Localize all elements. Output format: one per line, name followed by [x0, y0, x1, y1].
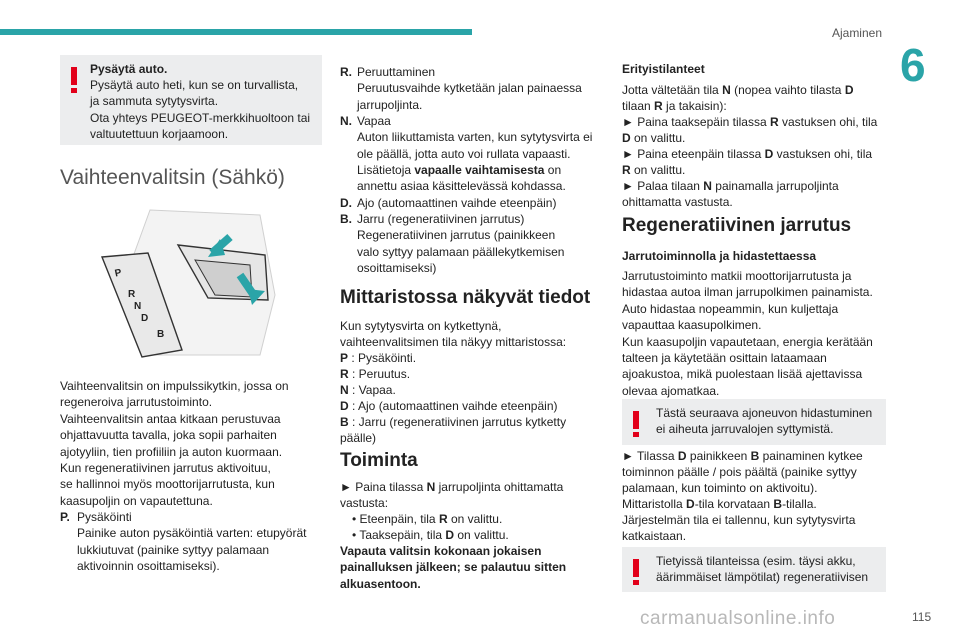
value: : Peruutus.	[348, 367, 411, 381]
text-bold: B	[750, 449, 760, 463]
text-bold: R	[769, 115, 779, 129]
text: Jotta vältetään tila	[622, 83, 723, 97]
regen-text: Jarrutustoiminto matkii moottorijarrutusta ja hidastaa autoa ilman jarrupolkimen painamista. Auto hidastaa nopeammin, kun kuljettaja vapauttaa kaasupolkimen. Kun kaasupoljin vapautetaan, energia kerätään talteen ja käytetään osittain lataamaan ajoakustoa, mikä puolestaan lisää ajettavissa olevaa ajomatkaa.	[622, 269, 873, 398]
warning-text: Tietyissä tilanteissa (esim. täysi akku, äärimmäiset lämpötilat) regeneratiivisen	[656, 554, 869, 585]
text: ja takaisin):	[662, 99, 727, 113]
regen-display-line	[622, 496, 817, 512]
page-number: 115	[912, 610, 932, 624]
def-term: B.	[340, 212, 352, 226]
warning-icon	[632, 559, 640, 585]
def-text: Jarru (regeneratiivinen jarrutus) Regeneratiivinen jarrutus (painikkeen valo syttyy palamaan päällekytkemisen osoittamiseksi)	[357, 212, 565, 276]
operation-heading: Toiminta	[340, 450, 418, 471]
def-term: N.	[340, 114, 352, 128]
key: R	[340, 367, 349, 381]
chapter-number: 6	[900, 39, 926, 91]
warning-body	[68, 61, 318, 77]
regen-heading: Regeneratiivinen jarrutus	[622, 215, 852, 236]
def-term: P.	[60, 510, 70, 524]
text: ► Paina tilassa	[340, 480, 427, 494]
operation-bullet-2	[352, 527, 509, 543]
selector-letter-n: N	[134, 301, 142, 312]
display-item-r	[340, 366, 410, 382]
warning-title: Pysäytä auto.	[90, 62, 168, 76]
text: • Taaksepäin, tila	[352, 528, 446, 542]
selector-letter-r: R	[128, 289, 136, 300]
display-item-b	[340, 414, 566, 430]
text: jarrupoljinta ohittamatta	[435, 480, 564, 494]
text-bold: B	[773, 497, 783, 511]
text-bold: D	[445, 528, 455, 542]
key: D	[340, 399, 349, 413]
operation-step	[340, 479, 563, 495]
text: painikkeen	[686, 449, 751, 463]
def-n-more-2: annettu asiaa käsittelevässä kohdassa.	[357, 179, 566, 193]
text-bold: R	[654, 99, 663, 113]
special-line-8: ohittamatta vastusta.	[622, 195, 733, 209]
operation-note: Vapauta valitsin kokonaan jokaisen painalluksen jälkeen; se palautuu sitten alkuasentoon.	[340, 544, 567, 591]
text: painaminen kytkee	[759, 449, 863, 463]
def-text: Pysäköinti Painike auton pysäköintiä varten: etupyörät lukkiutuvat (painike syttyy palamaan aktivoinnin osoittamiseksi).	[77, 510, 307, 574]
text: • Eteenpäin, tila	[352, 512, 439, 526]
regen-state-text: Järjestelmän tila ei tallennu, kun sytytysvirta katkaistaan.	[622, 513, 856, 544]
display-item-p	[340, 350, 416, 366]
def-term: R.	[340, 65, 352, 79]
def-n-more	[357, 162, 561, 178]
display-heading: Mittaristossa näkyvät tiedot	[340, 287, 591, 308]
regen-toggle-cont: toiminnon päälle / pois päältä (painike syttyy palamaan, kun toiminto on aktivoitu).	[622, 465, 857, 496]
key: P	[340, 351, 349, 365]
selector-letter-b: B	[157, 329, 165, 340]
special-line-1	[622, 82, 853, 98]
text: Lisätietoja	[357, 163, 415, 177]
text: on valittu.	[630, 131, 686, 145]
operation-step-cont: vastusta:	[340, 496, 389, 510]
text: Mittaristolla	[622, 497, 687, 511]
display-intro: Kun sytytysvirta on kytkettynä, vaihteenvalitsimen tila näkyy mittaristossa:	[340, 319, 567, 350]
display-item-b-cont: päälle)	[340, 431, 377, 445]
stop-warning-box	[60, 55, 322, 145]
text: vastuksen ohi, tila	[773, 147, 873, 161]
special-line-5	[622, 146, 872, 162]
watermark: carmanualsonline.info	[640, 608, 836, 629]
special-line-3	[622, 114, 877, 130]
text: ► Paina taaksepäin tilassa	[622, 115, 770, 129]
warning-icon	[632, 411, 640, 437]
special-line-4	[622, 130, 685, 146]
text-bold: N	[703, 179, 712, 193]
display-item-d	[340, 398, 557, 414]
text-bold: D	[677, 449, 687, 463]
text: ► Paina eteenpäin tilassa	[622, 147, 765, 161]
brake-light-warning-box	[622, 399, 886, 445]
def-term: D.	[340, 196, 352, 210]
selector-letter-d: D	[141, 313, 149, 324]
text: ► Tilassa	[622, 449, 678, 463]
gear-selector-heading: Vaihteenvalitsin (Sähkö)	[60, 166, 285, 189]
def-text: Ajo (automaattinen vaihde eteenpäin)	[357, 196, 557, 210]
text: painamalla jarrupoljinta	[711, 179, 839, 193]
def-text: Vapaa Auton liikuttamista varten, kun sytytysvirta ei ole päällä, jotta auto voi rullata vapaasti.	[357, 114, 593, 161]
text: on valittu.	[454, 528, 509, 542]
text-bold: N	[426, 480, 436, 494]
special-line-6	[622, 162, 685, 178]
gear-selector-intro: Vaihteenvalitsin on impulssikytkin, jossa on regeneroiva jarrutustoiminto. Vaihteenvalitsin antaa kitkaan perustuvaa ohjattavuutta tavalla, joka sopii parhaiten ajotyyliin, tien profiiliin ja auton kuormaan. Kun regeneratiivinen jarrutus aktivoituu, se hallinnoi myös moottorijarrutusta, kun kaasupoljin on vapautettuna.	[60, 379, 289, 508]
gear-selector-illustration	[90, 205, 305, 360]
regen-subheading: Jarrutoiminnolla ja hidastettaessa	[622, 249, 817, 263]
regen-limit-warning-box	[622, 547, 886, 592]
text-bold: D	[622, 131, 631, 145]
section-title: Ajaminen	[831, 26, 882, 40]
text-bold: R	[622, 163, 631, 177]
selector-letter-p: P	[113, 267, 123, 280]
text: on valittu.	[630, 163, 686, 177]
text: on	[544, 163, 562, 177]
special-line-7	[622, 178, 839, 194]
special-line-2	[622, 98, 727, 114]
text: -tila korvataan	[694, 497, 774, 511]
text-bold: N	[722, 83, 731, 97]
text: vastuksen ohi, tila	[778, 115, 878, 129]
key: N	[340, 383, 349, 397]
value: : Vapaa.	[348, 383, 396, 397]
text: tilaan	[622, 99, 655, 113]
value: : Pysäköinti.	[348, 351, 417, 365]
operation-bullet-1	[352, 511, 502, 527]
def-text: Peruuttaminen Peruutusvaihde kytketään jalan painaessa jarrupoljinta.	[357, 65, 582, 112]
header-accent-bar	[0, 29, 472, 35]
regen-toggle-line	[622, 448, 863, 464]
text-bold: D	[764, 147, 774, 161]
text-bold: R	[438, 512, 448, 526]
text: ► Palaa tilaan	[622, 179, 704, 193]
value: : Ajo (automaattinen vaihde eteenpäin)	[348, 399, 558, 413]
display-item-n	[340, 382, 396, 398]
warning-text: Tästä seuraava ajoneuvon hidastuminen ei aiheuta jarruvalojen syttymistä.	[656, 406, 873, 437]
warning-body-text: Pysäytä auto heti, kun se on turvallista, ja sammuta sytytysvirta. Ota yhteys PEUGEOT-merkkihuoltoon tai valtuutettuun korjaamoon.	[90, 78, 311, 142]
text-bold: D	[844, 83, 854, 97]
special-heading: Erityistilanteet	[622, 62, 705, 76]
key: B	[340, 415, 349, 429]
text-bold: D	[686, 497, 695, 511]
text: on valittu.	[447, 512, 503, 526]
text: -tilalla.	[782, 497, 817, 511]
value: : Jarru (regeneratiivinen jarrutus kytketty	[348, 415, 567, 429]
text-bold: vapaalle vaihtamisesta	[414, 163, 545, 177]
text: (nopea vaihto tilasta	[730, 83, 845, 97]
